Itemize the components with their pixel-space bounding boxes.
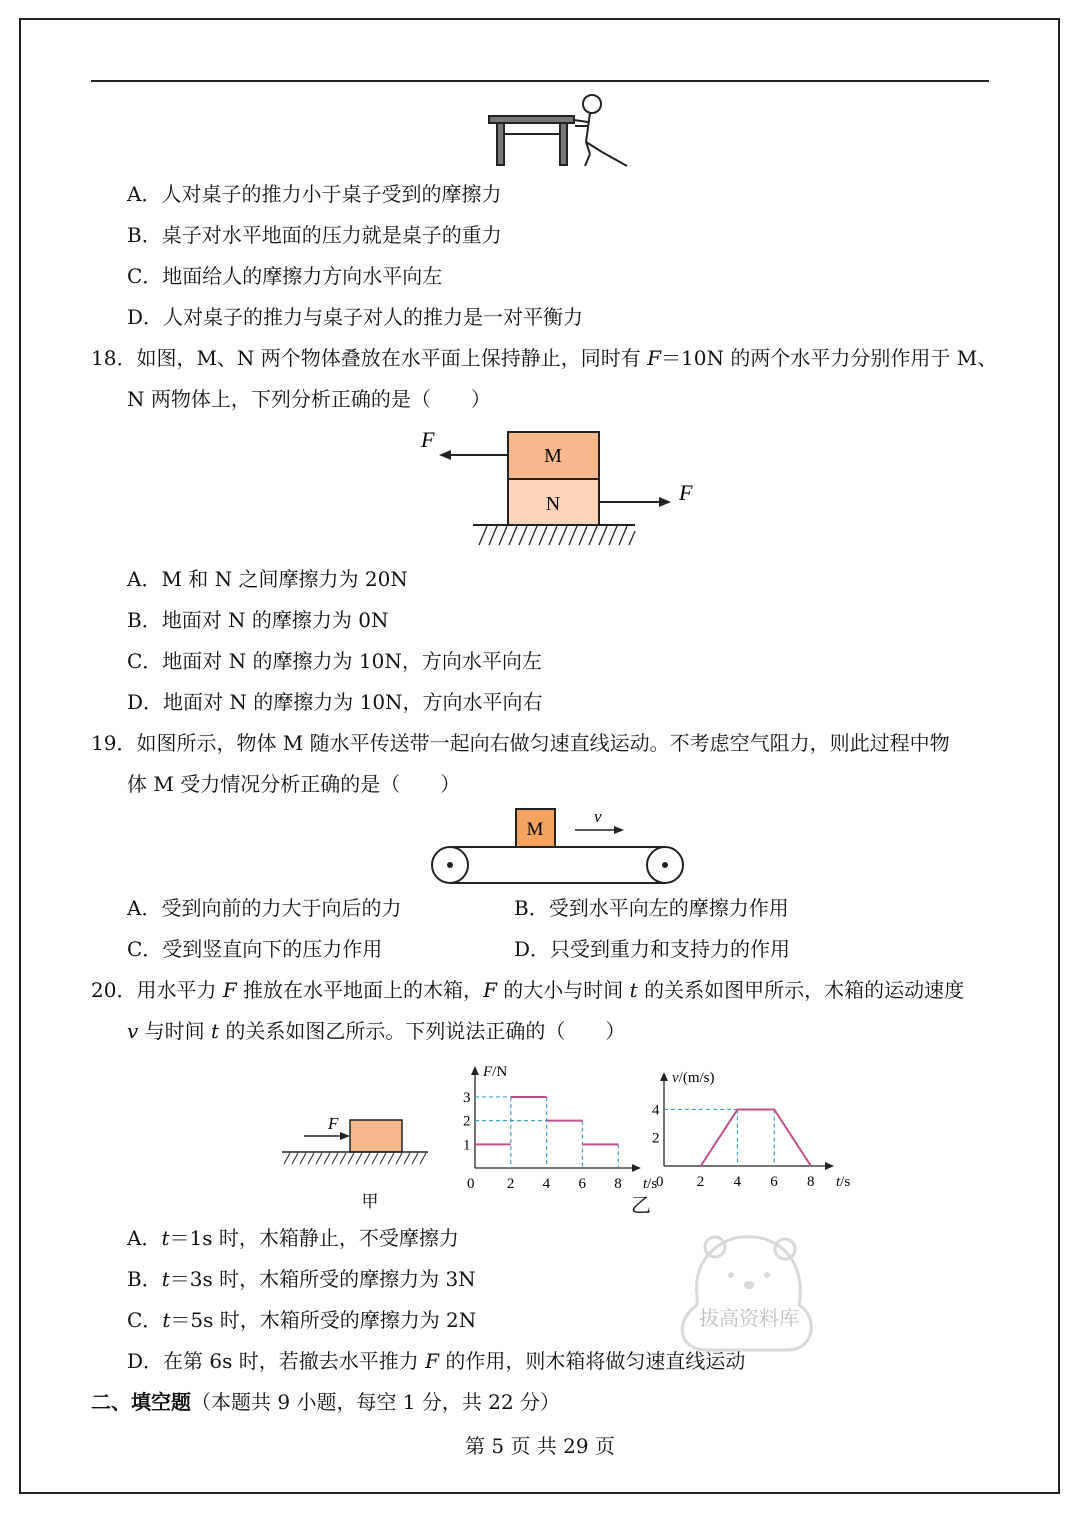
q20-chart-force-time bbox=[440, 1050, 658, 1192]
x-tick-label: 0 bbox=[467, 1176, 475, 1192]
q19-option-a: A．受到向前的力大于向后的力 bbox=[127, 896, 402, 920]
x-tick-label: 6 bbox=[578, 1176, 586, 1192]
q20-option-b: B．t＝3s 时，木箱所受的摩擦力为 3N bbox=[127, 1267, 476, 1291]
force-left-label: F bbox=[421, 427, 435, 452]
header-rule bbox=[91, 80, 989, 82]
q19-option-b: B．受到水平向左的摩擦力作用 bbox=[514, 896, 789, 920]
x-tick-label: 8 bbox=[614, 1176, 622, 1192]
x-axis-label: t/s bbox=[643, 1176, 658, 1192]
y-tick-label: 2 bbox=[463, 1113, 471, 1130]
y-axis-arrow bbox=[471, 1066, 479, 1075]
x-tick-label: 2 bbox=[506, 1176, 515, 1192]
velocity-curve bbox=[701, 1109, 811, 1166]
q20-option-d: D．在第 6s 时，若撤去水平推力 F 的作用，则木箱将做匀速直线运动 bbox=[127, 1349, 746, 1373]
y-axis-label: F/N bbox=[483, 1064, 508, 1080]
q17-option-c: C．地面给人的摩擦力方向水平向左 bbox=[127, 264, 443, 288]
watermark-bear-logo bbox=[667, 1225, 827, 1365]
x-tick-label: 2 bbox=[696, 1174, 705, 1190]
x-tick-label: 0 bbox=[656, 1174, 664, 1190]
x-tick-label: 4 bbox=[733, 1174, 741, 1190]
q18-option-a: A．M 和 N 之间摩擦力为 20N bbox=[127, 567, 408, 591]
q18-option-c: C．地面对 N 的摩擦力为 10N，方向水平向左 bbox=[127, 649, 542, 673]
y-tick-label: 1 bbox=[463, 1137, 471, 1154]
q18-stem-line2: N 两物体上，下列分析正确的是（ ） bbox=[127, 387, 491, 411]
y-axis-arrow bbox=[660, 1072, 668, 1081]
q20-option-c: C．t＝5s 时，木箱所受的摩擦力为 2N bbox=[127, 1308, 477, 1332]
jia-caption: 甲 bbox=[361, 1192, 379, 1211]
page-footer: 第 5 页 共 29 页 bbox=[465, 1434, 615, 1458]
x-axis-arrow bbox=[825, 1162, 834, 1170]
conveyor-block-label: M bbox=[526, 819, 544, 840]
x-tick-label: 6 bbox=[770, 1174, 778, 1190]
y-tick-label: 4 bbox=[652, 1102, 660, 1119]
q20-option-a: A．t＝1s 时，木箱静止，不受摩擦力 bbox=[127, 1226, 459, 1250]
block-m-label: M bbox=[544, 445, 562, 467]
y-axis-label: v/(m/s) bbox=[672, 1070, 715, 1086]
watermark-text: 拔高资料库 bbox=[699, 1306, 799, 1330]
y-tick-label: 2 bbox=[652, 1130, 660, 1147]
section-2-heading: 二、填空题（本题共 9 小题，每空 1 分，共 22 分） bbox=[91, 1390, 561, 1414]
q18-option-b: B．地面对 N 的摩擦力为 0N bbox=[127, 608, 389, 632]
q18-option-d: D．地面对 N 的摩擦力为 10N，方向水平向右 bbox=[127, 690, 543, 714]
q17-option-a: A．人对桌子的推力小于桌子受到的摩擦力 bbox=[127, 182, 502, 206]
q19-stem-line1: 19．如图所示，物体 M 随水平传送带一起向右做匀速直线运动。不考虑空气阻力，则此过程中物 bbox=[91, 731, 950, 755]
x-tick-label: 4 bbox=[542, 1176, 551, 1192]
yi-caption: 乙 bbox=[631, 1193, 651, 1217]
q19-stem-line2: 体 M 受力情况分析正确的是（ ） bbox=[127, 772, 461, 796]
jia-force-label: F bbox=[328, 1114, 339, 1133]
q20-figure-jia-box-on-ground bbox=[276, 1112, 436, 1218]
q20-chart-velocity-time bbox=[630, 1050, 850, 1190]
q19-option-d: D．只受到重力和支持力的作用 bbox=[514, 937, 791, 961]
q18-stem-line1: 18．如图，M、N 两个物体叠放在水平面上保持静止，同时有 F＝10N 的两个水平力分别作用于 M、 bbox=[91, 346, 998, 370]
q17-option-d: D．人对桌子的推力与桌子对人的推力是一对平衡力 bbox=[127, 305, 584, 329]
q17-figure-person-pushing-table bbox=[480, 90, 640, 170]
q17-option-b: B．桌子对水平地面的压力就是桌子的重力 bbox=[127, 223, 502, 247]
x-tick-label: 8 bbox=[806, 1174, 815, 1190]
velocity-label: v bbox=[594, 807, 602, 826]
q20-stem-line1: 20．用水平力 F 推放在水平地面上的木箱，F 的大小与时间 t 的关系如图甲所示，木箱的运动速度 bbox=[91, 978, 965, 1002]
y-tick-label: 3 bbox=[463, 1089, 471, 1106]
q19-figure-conveyor-belt bbox=[428, 806, 690, 888]
force-right-label: F bbox=[679, 480, 693, 505]
q20-stem-line2: v 与时间 t 的关系如图乙所示。下列说法正确的（ ） bbox=[127, 1019, 626, 1043]
x-axis-label: t/s bbox=[836, 1174, 851, 1190]
q18-figure-stacked-blocks bbox=[415, 425, 705, 555]
block-n-label: N bbox=[545, 493, 561, 515]
q19-option-c: C．受到竖直向下的压力作用 bbox=[127, 937, 383, 961]
